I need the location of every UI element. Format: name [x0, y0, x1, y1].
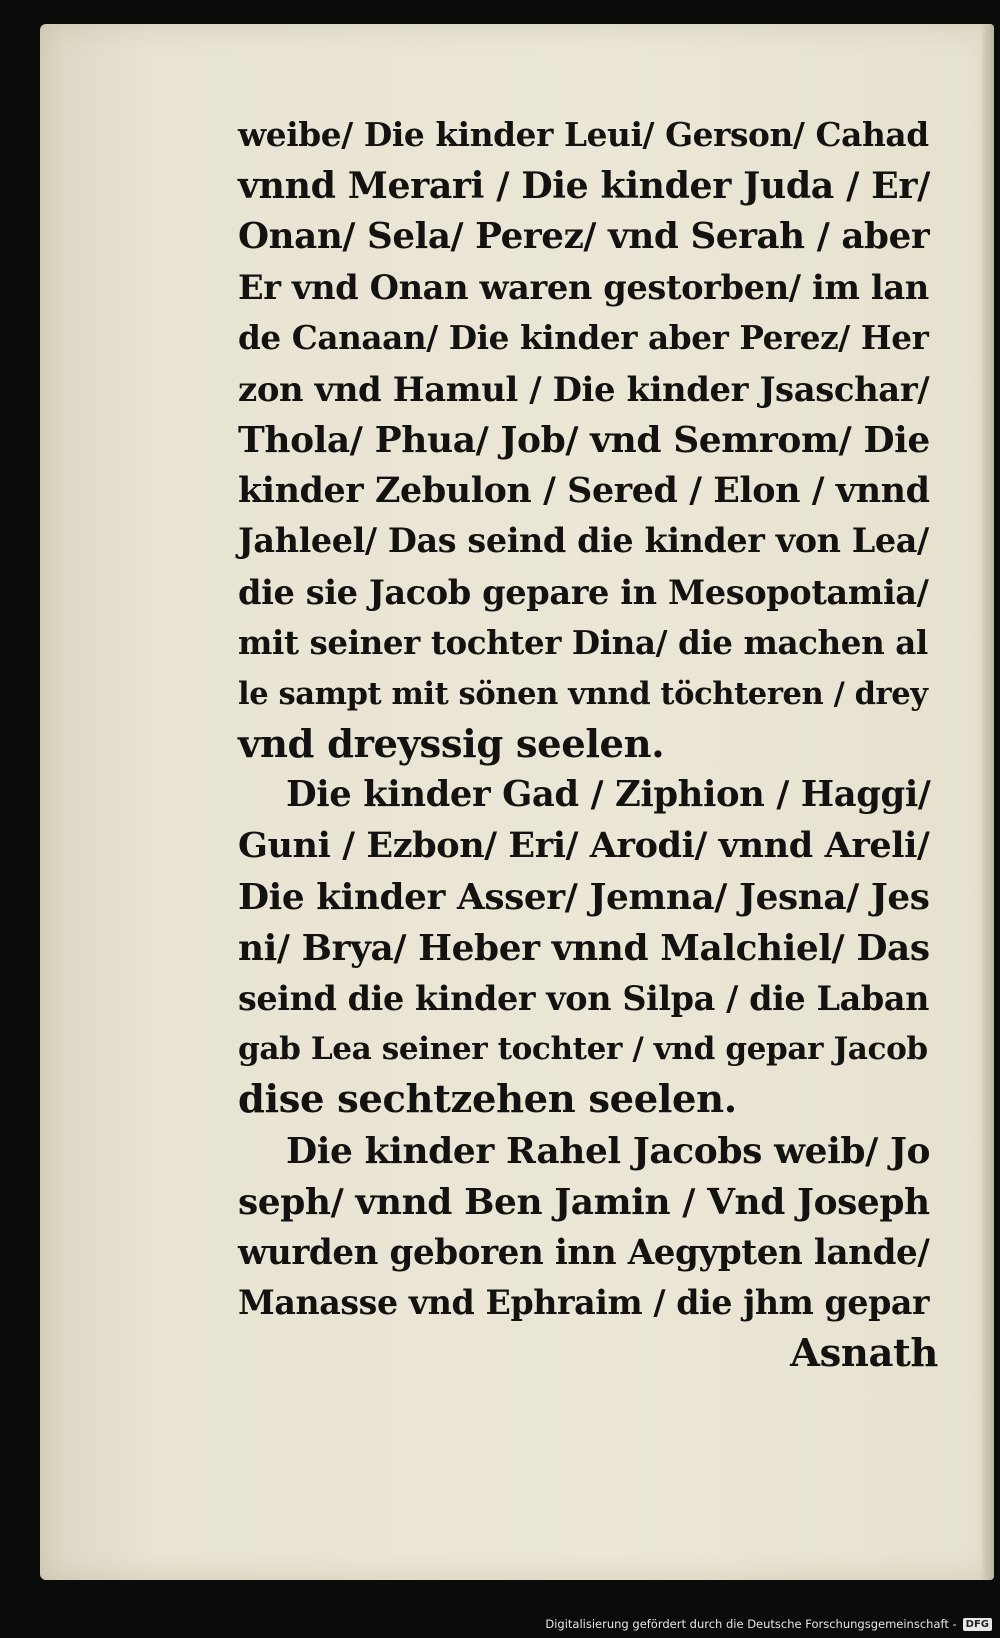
text-line: kinder Zebulon / Sered / Elon / vnnd	[238, 469, 930, 511]
text-line: weibe/ Die kinder Leui/ Gerson/ Cahad	[238, 115, 929, 154]
digitization-credit	[545, 1617, 992, 1631]
text-line: Er vnd Onan waren gestorben/ im lan	[238, 267, 929, 308]
page-text	[238, 110, 938, 1380]
dfg-logo-icon: DFG	[963, 1618, 992, 1631]
text-line: seph/ vnnd Ben Jamin / Vnd Joseph	[238, 1180, 930, 1223]
text-line: Manasse vnd Ephraim / die jhm gepar	[238, 1283, 930, 1323]
text-line: de Canaan/ Die kinder aber Perez/ Her	[238, 318, 929, 358]
text-line: Onan/ Sela/ Perez/ vnd Serah / aber	[238, 215, 930, 257]
text-line: gab Lea seiner tochter / vnd gepar Jacob	[238, 1031, 928, 1068]
text-line: Thola/ Phua/ Job/ vnd Semrom/ Die	[238, 418, 930, 461]
text-line: mit seiner tochter Dina/ die machen al	[238, 622, 928, 662]
text-line: vnnd Merari / Die kinder Juda / Er/	[238, 163, 930, 207]
catchword: Asnath	[790, 1331, 938, 1377]
credit-text: Digitalisierung gefördert durch die Deutsche Forschungsgemeinschaft -	[545, 1617, 957, 1631]
text-line: dise sechtzehen seelen.	[238, 1077, 737, 1123]
paragraph-start-line: Die kinder Gad / Ziphion / Haggi/	[286, 774, 931, 816]
text-line: le sampt mit sönen vnnd töchteren / drey	[238, 675, 928, 712]
text-line: die sie Jacob gepare in Mesopotamia/	[238, 572, 929, 613]
text-line: Die kinder Asser/ Jemna/ Jesna/ Jes	[238, 875, 930, 918]
text-line: Jahleel/ Das seind die kinder von Lea/	[238, 521, 929, 561]
text-line: wurden geboren inn Aegypten lande/	[238, 1232, 930, 1273]
text-line: vnd dreyssig seelen.	[238, 721, 665, 767]
text-line: Guni / Ezbon/ Eri/ Arodi/ vnnd Areli/	[238, 825, 930, 867]
paragraph-start-line: Die kinder Rahel Jacobs weib/ Jo	[286, 1129, 931, 1172]
text-line: zon vnd Hamul / Die kinder Jsaschar/	[238, 368, 930, 409]
text-line: ni/ Brya/ Heber vnnd Malchiel/ Das	[238, 926, 930, 969]
book-page	[40, 24, 994, 1580]
page-edge	[982, 24, 994, 1580]
text-line: seind die kinder von Silpa / die Laban	[238, 978, 930, 1018]
